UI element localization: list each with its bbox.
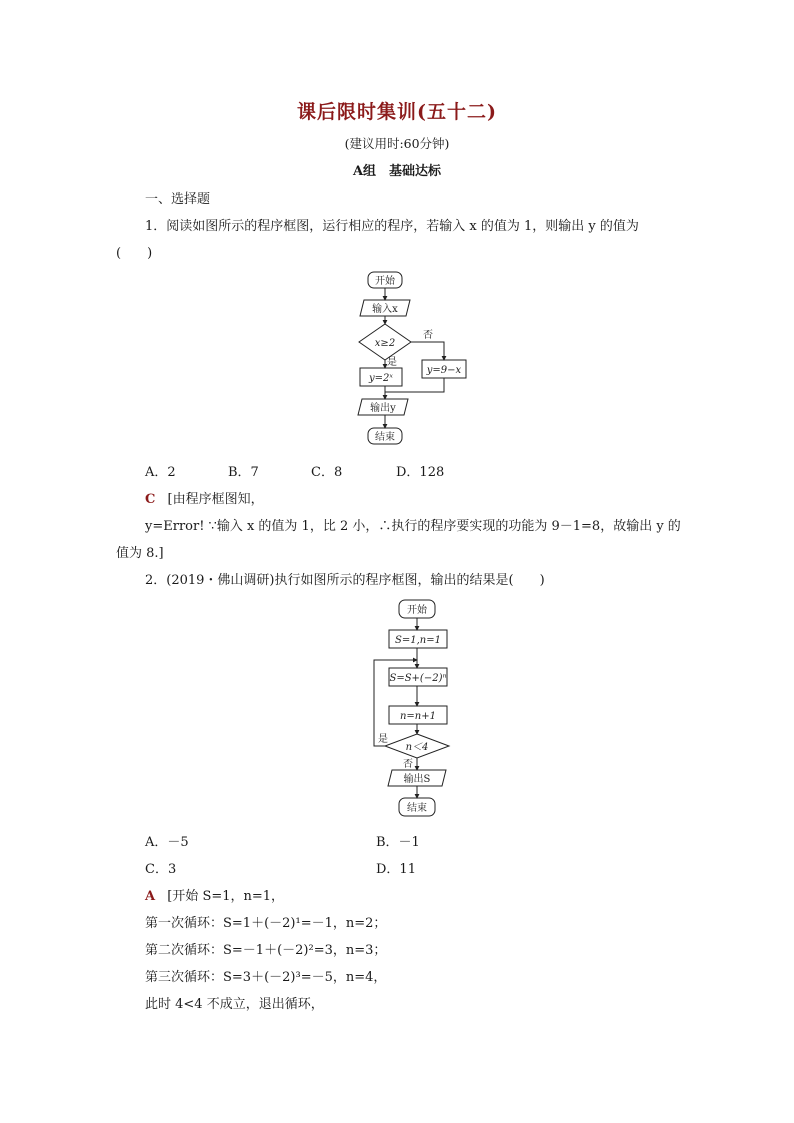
q2-yes-label: 是: [378, 734, 388, 745]
q1-flowchart: [340, 266, 490, 452]
q2-loop3: 第三次循环：S=3＋(－2)³=－5，n=4，: [145, 970, 387, 985]
q1-stem: 1．阅读如图所示的程序框图，运行相应的程序，若输入 x 的值为 1，则输出 y 的值为: [145, 219, 639, 234]
q1-yes-label: 是: [387, 357, 397, 368]
q1-option-b: B．7: [228, 465, 259, 480]
section-heading: 一、选择题: [145, 192, 211, 207]
q2-init-label: S=1,n=1: [395, 635, 441, 646]
q2-flowchart: [360, 596, 470, 820]
q2-no-label: 否: [403, 759, 413, 770]
q2-option-c: C．3: [145, 862, 177, 877]
q1-answer-line1: [由程序框图知，: [167, 492, 264, 507]
q1-no-label: 否: [423, 330, 433, 341]
q2-option-a: A．－5: [145, 835, 189, 850]
q1-input-label: 输入x: [372, 304, 398, 315]
q1-yes-box-label: y=2ˣ: [369, 373, 393, 384]
q1-option-c: C．8: [311, 465, 343, 480]
q1-answer-line2: y=Error! ∵输入 x 的值为 1，比 2 小，∴执行的程序要实现的功能为 9－1=8，故输出 y 的: [145, 519, 681, 534]
q1-answer-head: [145, 488, 264, 507]
q2-end-label: 结束: [407, 803, 427, 814]
q2-answer-line1: [开始 S=1，n=1，: [167, 889, 285, 904]
q2-exit: 此时 4<4 不成立，退出循环，: [145, 997, 324, 1012]
q1-start-label: 开始: [375, 276, 395, 287]
q1-condition-label: x≥2: [374, 338, 396, 349]
group-heading: A组 基础达标: [352, 164, 442, 179]
suggested-time: (建议用时:60分钟): [344, 136, 450, 151]
q2-answer-head: [145, 885, 284, 904]
q2-start-label: 开始: [407, 605, 427, 616]
q1-option-d: D．128: [396, 465, 445, 480]
q2-update-n-label: n=n+1: [399, 711, 437, 722]
q1-no-box-label: y=9−x: [426, 365, 462, 376]
q2-condition-label: n＜4: [405, 742, 429, 753]
q1-option-a: A．2: [145, 465, 176, 480]
q1-answer-line3: 值为 8.]: [116, 546, 164, 561]
q2-option-b: B．－1: [376, 835, 420, 850]
q2-update-s-label: S=S+(−2)ⁿ: [389, 673, 447, 684]
page-title: 课后限时集训(五十二): [297, 101, 497, 123]
q1-answer-letter: C: [145, 492, 156, 507]
q1-stem-bracket: ( ): [116, 246, 153, 261]
q2-loop2: 第二次循环：S=－1＋(－2)²=3，n=3；: [145, 943, 387, 958]
q2-output-label: 输出S: [403, 774, 431, 785]
q2-option-d: D．11: [376, 862, 416, 877]
q1-output-label: 输出y: [370, 403, 396, 414]
q1-end-label: 结束: [375, 432, 395, 443]
q2-answer-letter: A: [145, 889, 156, 904]
q2-stem: 2．(2019・佛山调研)执行如图所示的程序框图，输出的结果是( ): [145, 573, 545, 588]
q2-loop1: 第一次循环：S=1＋(－2)¹=－1，n=2；: [145, 916, 387, 931]
